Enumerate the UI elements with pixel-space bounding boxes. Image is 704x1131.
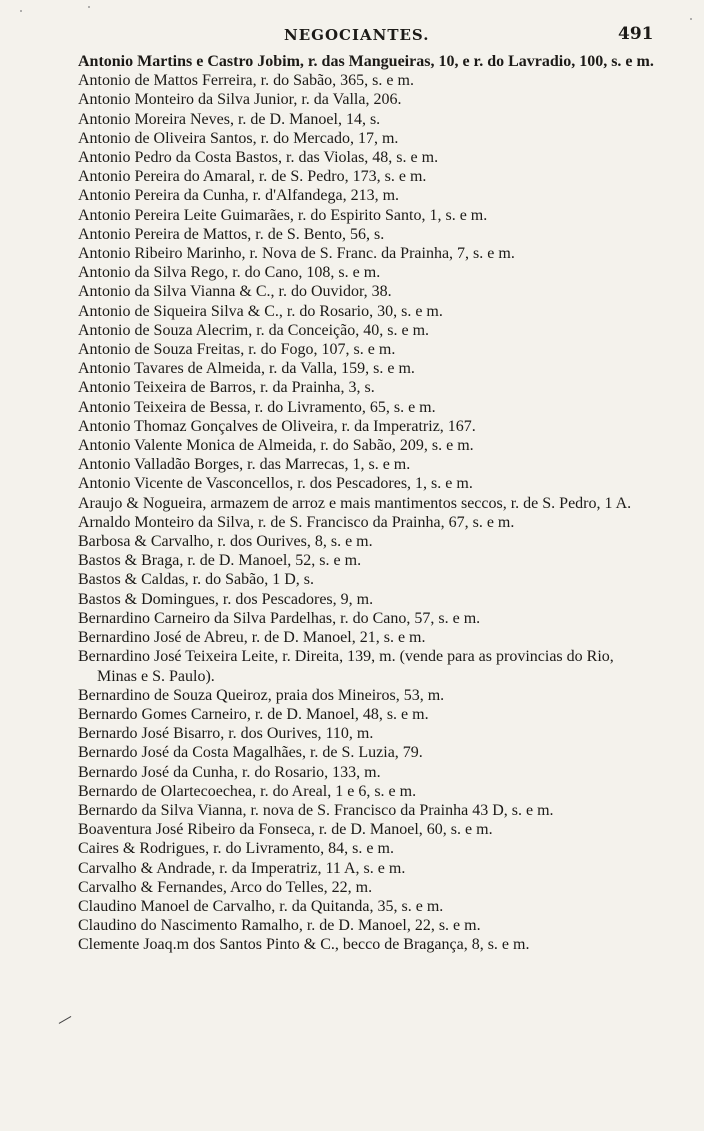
directory-entry: Bernardo Gomes Carneiro, r. de D. Manoel, 48, s. e m.: [78, 705, 429, 723]
paper-speck: [690, 18, 692, 20]
directory-entry: Antonio de Oliveira Santos, r. do Mercado, 17, m.: [78, 129, 399, 147]
directory-entry: Caires & Rodrigues, r. do Livramento, 84, s. e m.: [78, 840, 394, 858]
directory-entry: Antonio Ribeiro Marinho, r. Nova de S. Franc. da Prainha, 7, s. e m.: [78, 245, 515, 263]
directory-entry: Antonio Valente Monica de Almeida, r. do Sabão, 209, s. e m.: [78, 437, 474, 455]
directory-entry: Carvalho & Fernandes, Arco do Telles, 22, m.: [78, 878, 373, 896]
page-header: [0, 24, 704, 50]
directory-entry: Antonio Monteiro da Silva Junior, r. da Valla, 206.: [78, 91, 402, 109]
directory-entry: Antonio de Siqueira Silva & C., r. do Rosario, 30, s. e m.: [78, 302, 443, 320]
directory-entry: Antonio Teixeira de Bessa, r. do Livramento, 65, s. e m.: [78, 398, 436, 416]
directory-entry: Bastos & Braga, r. de D. Manoel, 52, s. e m.: [78, 552, 362, 570]
directory-entry: Clemente Joaq.m dos Santos Pinto & C., becco de Bragança, 8, s. e m.: [78, 936, 530, 954]
page-number: 491: [618, 24, 654, 44]
paper-speck: [20, 10, 22, 12]
directory-entry: Barbosa & Carvalho, r. dos Ourives, 8, s. e m.: [78, 533, 373, 551]
running-title: NEGOCIANTES.: [284, 26, 430, 44]
directory-entry: Antonio Thomaz Gonçalves de Oliveira, r. da Imperatriz, 167.: [78, 417, 476, 435]
directory-entry: Antonio de Mattos Ferreira, r. do Sabão, 365, s. e m.: [78, 72, 414, 90]
directory-entry: Claudino do Nascimento Ramalho, r. de D. Manoel, 22, s. e m.: [78, 917, 481, 935]
directory-entry: Antonio Vicente de Vasconcellos, r. dos Pescadores, 1, s. e m.: [78, 475, 473, 493]
directory-entry: Antonio de Souza Alecrim, r. da Conceição, 40, s. e m.: [78, 321, 430, 339]
margin-pen-mark: [55, 1009, 72, 1024]
directory-entry: Antonio Pereira do Amaral, r. de S. Pedro, 173, s. e m.: [78, 168, 427, 186]
directory-entry: Bernardo José da Cunha, r. do Rosario, 133, m.: [78, 763, 381, 781]
directory-entry: Arnaldo Monteiro da Silva, r. de S. Francisco da Prainha, 67, s. e m.: [78, 513, 515, 531]
directory-entry: Antonio Pereira da Cunha, r. d'Alfandega, 213, m.: [78, 187, 400, 205]
directory-entries: [78, 52, 656, 955]
paper-speck: [88, 6, 90, 8]
directory-entry: Araujo & Nogueira, armazem de arroz e mais mantimentos seccos, r. de S. Pedro, 1 A.: [78, 494, 632, 512]
directory-entry: Carvalho & Andrade, r. da Imperatriz, 11 A, s. e m.: [78, 859, 406, 877]
directory-entry: Antonio Teixeira de Barros, r. da Prainha, 3, s.: [78, 379, 375, 397]
directory-entry: Boaventura José Ribeiro da Fonseca, r. de D. Manoel, 60, s. e m.: [78, 821, 493, 839]
directory-entry: Claudino Manoel de Carvalho, r. da Quitanda, 35, s. e m.: [78, 897, 444, 915]
directory-entry: Bernardino José Teixeira Leite, r. Direita, 139, m. (vende para as provincias do Rio, Minas e S. Paulo).: [78, 648, 614, 685]
directory-entry: Antonio Valladão Borges, r. das Marrecas, 1, s. e m.: [78, 456, 411, 474]
directory-entry: Antonio de Souza Freitas, r. do Fogo, 107, s. e m.: [78, 341, 396, 359]
directory-entry: Antonio Martins e Castro Jobim, r. das Mangueiras, 10, e r. do Lavradio, 100, s. e m.: [78, 53, 654, 70]
directory-entry: Antonio Tavares de Almeida, r. da Valla, 159, s. e m.: [78, 360, 415, 378]
directory-entry: Bastos & Caldas, r. do Sabão, 1 D, s.: [78, 571, 314, 589]
directory-entry: Antonio da Silva Vianna & C., r. do Ouvidor, 38.: [78, 283, 392, 301]
directory-entry: Antonio da Silva Rego, r. do Cano, 108, s. e m.: [78, 264, 381, 282]
directory-entry: Antonio Pereira de Mattos, r. de S. Bento, 56, s.: [78, 225, 385, 243]
directory-entry: Antonio Pereira Leite Guimarães, r. do Espirito Santo, 1, s. e m.: [78, 206, 488, 224]
directory-entry: Antonio Moreira Neves, r. de D. Manoel, 14, s.: [78, 110, 381, 128]
directory-entry: Bastos & Domingues, r. dos Pescadores, 9, m.: [78, 590, 374, 608]
directory-entry: Bernardino Carneiro da Silva Pardelhas, r. do Cano, 57, s. e m.: [78, 609, 481, 627]
directory-entry: Bernardo de Olartecoechea, r. do Areal, 1 e 6, s. e m.: [78, 782, 417, 800]
directory-entry: Bernardino José de Abreu, r. de D. Manoel, 21, s. e m.: [78, 629, 426, 647]
directory-entry: Bernardo José da Costa Magalhães, r. de S. Luzia, 79.: [78, 744, 423, 762]
directory-entry: Bernardino de Souza Queiroz, praia dos Mineiros, 53, m.: [78, 686, 445, 704]
directory-entry: Bernardo José Bisarro, r. dos Ourives, 110, m.: [78, 725, 374, 743]
directory-entry: Bernardo da Silva Vianna, r. nova de S. Francisco da Prainha 43 D, s. e m.: [78, 801, 554, 819]
directory-entry: Antonio Pedro da Costa Bastos, r. das Violas, 48, s. e m.: [78, 149, 439, 167]
